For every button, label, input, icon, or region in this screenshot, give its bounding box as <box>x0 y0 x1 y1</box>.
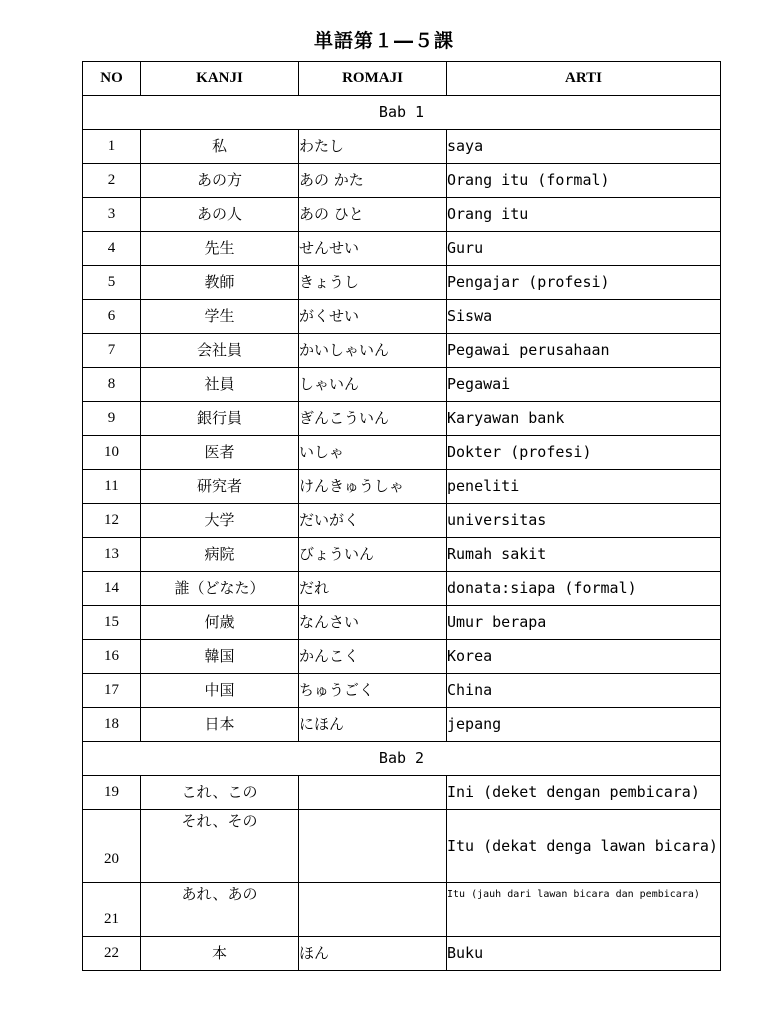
table-row <box>83 640 721 674</box>
row-romaji: わたし <box>299 130 447 164</box>
row-romaji: びょういん <box>299 538 447 572</box>
row-kanji: これ、この <box>141 776 299 810</box>
row-kanji: 私 <box>141 130 299 164</box>
row-number: 3 <box>83 198 141 232</box>
row-number: 21 <box>83 883 141 937</box>
row-arti: Umur berapa <box>447 606 721 640</box>
table-row <box>83 674 721 708</box>
row-romaji: だれ <box>299 572 447 606</box>
row-arti: jepang <box>447 708 721 742</box>
table-row <box>83 810 721 883</box>
section-row-bab1 <box>83 96 721 130</box>
row-kanji: 会社員 <box>141 334 299 368</box>
row-kanji: 誰（どなた） <box>141 572 299 606</box>
header-no: NO <box>83 62 141 96</box>
section-label-bab2: Bab 2 <box>83 742 721 776</box>
table-row <box>83 232 721 266</box>
row-number: 8 <box>83 368 141 402</box>
row-kanji: 教師 <box>141 266 299 300</box>
row-arti: Siswa <box>447 300 721 334</box>
row-romaji: ちゅうごく <box>299 674 447 708</box>
row-kanji: 先生 <box>141 232 299 266</box>
row-arti: Rumah sakit <box>447 538 721 572</box>
row-kanji: 医者 <box>141 436 299 470</box>
row-arti: universitas <box>447 504 721 538</box>
table-row <box>83 436 721 470</box>
row-kanji: 本 <box>141 937 299 971</box>
table-row <box>83 883 721 937</box>
table-row <box>83 300 721 334</box>
row-romaji: あの かた <box>299 164 447 198</box>
row-romaji: ほん <box>299 937 447 971</box>
row-kanji: あの人 <box>141 198 299 232</box>
row-arti: Pengajar (profesi) <box>447 266 721 300</box>
table-row <box>83 776 721 810</box>
section-row-bab2 <box>83 742 721 776</box>
section-label-bab1: Bab 1 <box>83 96 721 130</box>
row-number: 14 <box>83 572 141 606</box>
row-number: 20 <box>83 810 141 883</box>
row-kanji: あれ、あの <box>141 883 299 937</box>
row-kanji: 何歳 <box>141 606 299 640</box>
row-kanji: それ、その <box>141 810 299 883</box>
table-row <box>83 266 721 300</box>
table-row <box>83 708 721 742</box>
header-arti: ARTI <box>447 62 721 96</box>
row-number: 18 <box>83 708 141 742</box>
vocabulary-table <box>82 61 721 971</box>
header-kanji: KANJI <box>141 62 299 96</box>
table-row <box>83 334 721 368</box>
row-romaji: ぎんこういん <box>299 402 447 436</box>
row-arti: Guru <box>447 232 721 266</box>
row-number: 6 <box>83 300 141 334</box>
row-number: 15 <box>83 606 141 640</box>
row-romaji: がくせい <box>299 300 447 334</box>
header-row <box>83 62 721 96</box>
row-arti: saya <box>447 130 721 164</box>
row-romaji: いしゃ <box>299 436 447 470</box>
header-romaji: ROMAJI <box>299 62 447 96</box>
row-romaji: けんきゅうしゃ <box>299 470 447 504</box>
row-number: 19 <box>83 776 141 810</box>
row-romaji <box>299 776 447 810</box>
row-number: 4 <box>83 232 141 266</box>
row-number: 5 <box>83 266 141 300</box>
row-number: 1 <box>83 130 141 164</box>
row-arti: Dokter (profesi) <box>447 436 721 470</box>
row-arti: Ini (deket dengan pembicara) <box>447 776 721 810</box>
row-kanji: 中国 <box>141 674 299 708</box>
row-kanji: 研究者 <box>141 470 299 504</box>
row-romaji: かいしゃいん <box>299 334 447 368</box>
row-kanji: 韓国 <box>141 640 299 674</box>
row-romaji: にほん <box>299 708 447 742</box>
table-row <box>83 504 721 538</box>
row-number: 12 <box>83 504 141 538</box>
row-arti: Orang itu (formal) <box>447 164 721 198</box>
row-romaji: なんさい <box>299 606 447 640</box>
row-kanji: 大学 <box>141 504 299 538</box>
table-row <box>83 164 721 198</box>
row-kanji: 銀行員 <box>141 402 299 436</box>
row-kanji: 病院 <box>141 538 299 572</box>
row-arti: Karyawan bank <box>447 402 721 436</box>
row-romaji: だいがく <box>299 504 447 538</box>
row-number: 10 <box>83 436 141 470</box>
row-arti: Itu (dekat denga lawan bicara) <box>447 810 721 883</box>
row-arti: Buku <box>447 937 721 971</box>
table-row <box>83 198 721 232</box>
row-romaji: しゃいん <box>299 368 447 402</box>
table-row <box>83 937 721 971</box>
row-arti: peneliti <box>447 470 721 504</box>
table-row <box>83 470 721 504</box>
table-row <box>83 572 721 606</box>
row-arti: donata:siapa (formal) <box>447 572 721 606</box>
row-arti: Orang itu <box>447 198 721 232</box>
row-number: 17 <box>83 674 141 708</box>
row-number: 2 <box>83 164 141 198</box>
row-number: 22 <box>83 937 141 971</box>
table-row <box>83 130 721 164</box>
row-arti: Pegawai <box>447 368 721 402</box>
table-row <box>83 368 721 402</box>
row-number: 16 <box>83 640 141 674</box>
row-romaji <box>299 810 447 883</box>
row-number: 11 <box>83 470 141 504</box>
row-romaji <box>299 883 447 937</box>
row-arti: Itu (jauh dari lawan bicara dan pembicara) <box>447 883 721 937</box>
table-row <box>83 538 721 572</box>
row-arti: Pegawai perusahaan <box>447 334 721 368</box>
row-number: 13 <box>83 538 141 572</box>
row-number: 7 <box>83 334 141 368</box>
table-row <box>83 606 721 640</box>
table-row <box>83 402 721 436</box>
row-arti: China <box>447 674 721 708</box>
row-romaji: あの ひと <box>299 198 447 232</box>
row-kanji: 学生 <box>141 300 299 334</box>
row-kanji: 日本 <box>141 708 299 742</box>
row-number: 9 <box>83 402 141 436</box>
row-romaji: せんせい <box>299 232 447 266</box>
row-kanji: 社員 <box>141 368 299 402</box>
row-arti: Korea <box>447 640 721 674</box>
row-kanji: あの方 <box>141 164 299 198</box>
row-romaji: きょうし <box>299 266 447 300</box>
page-title: 単語第１―５課 <box>313 30 454 52</box>
row-romaji: かんこく <box>299 640 447 674</box>
